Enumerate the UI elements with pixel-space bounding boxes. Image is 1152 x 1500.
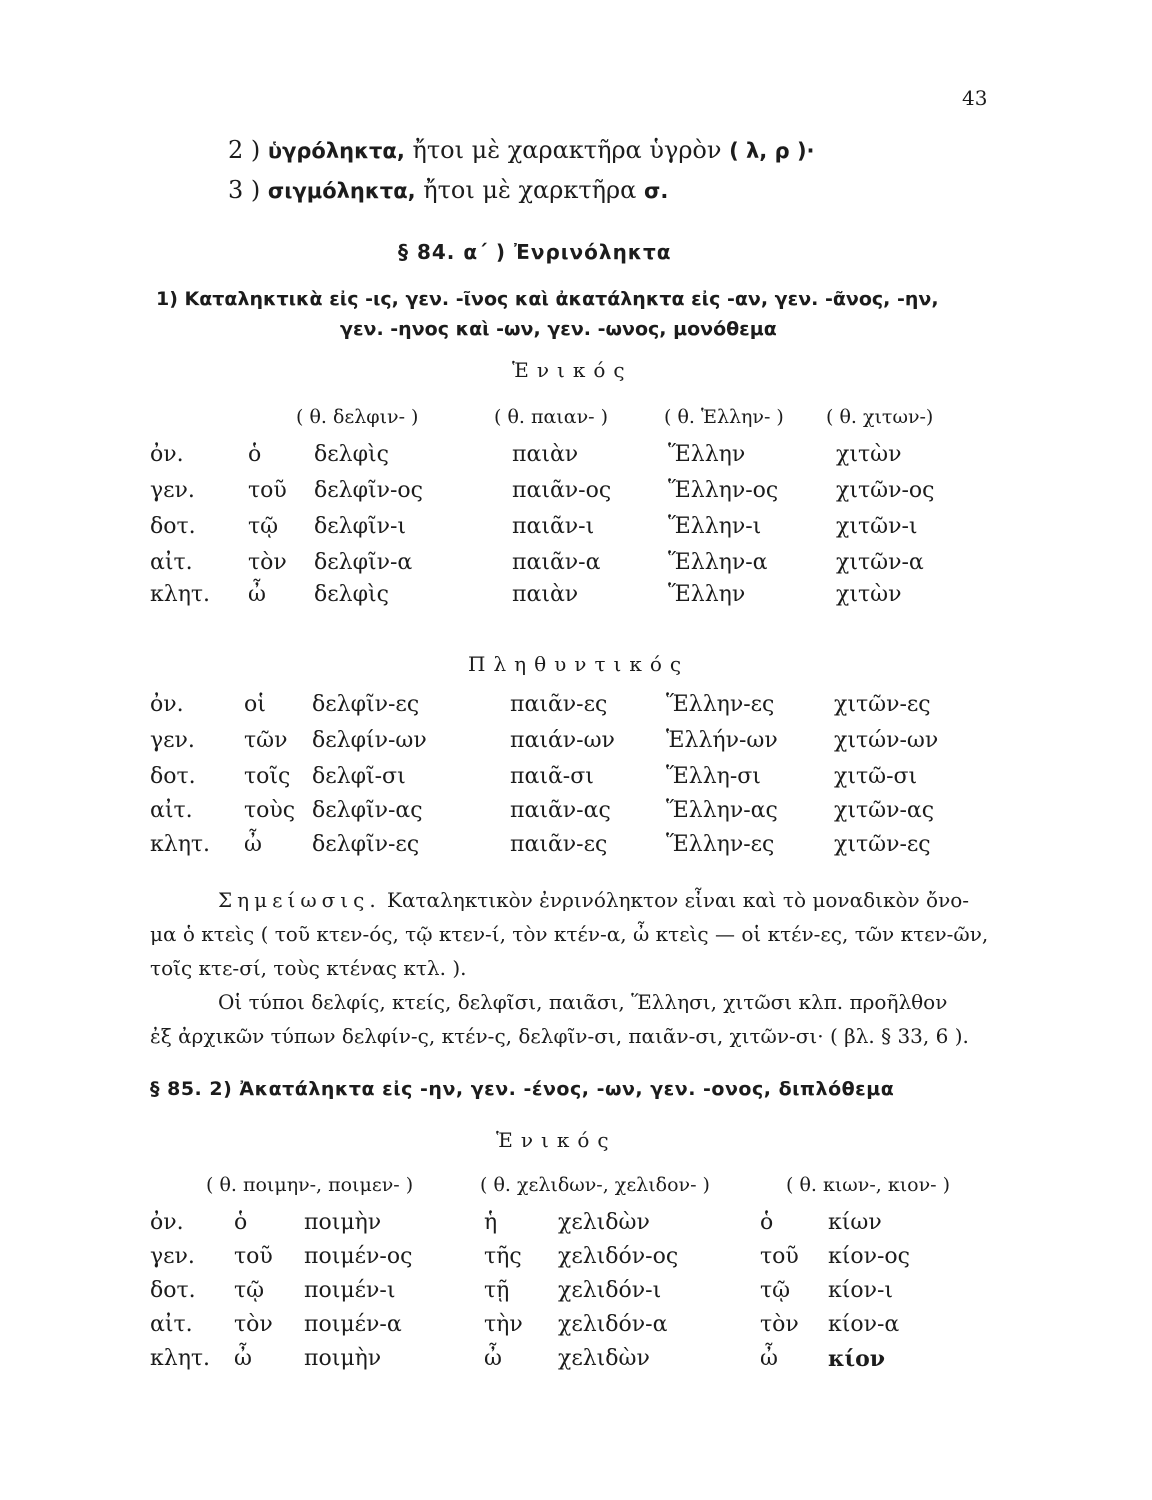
section-84-singular-label: Ἑνικός — [512, 358, 633, 382]
article-2: τὴν — [484, 1312, 523, 1337]
form-chelidon: χελιδὼν — [558, 1346, 650, 1371]
stem-header-3: ( θ. Ἑλλην- ) — [664, 406, 784, 428]
section-84-subheading-2: γεν. -ηνος καὶ -ων, γεν. -ωνος, μονόθεμα — [340, 318, 777, 340]
form-kion: κίον-ι — [828, 1278, 894, 1303]
form-paian: παιὰν — [512, 442, 579, 467]
article-1: ὦ — [234, 1346, 252, 1371]
article-1: τὸν — [234, 1312, 273, 1337]
article: τοὺς — [244, 798, 296, 823]
section-84-heading: § 84. α΄ ) Ἐνρινόληκτα — [398, 240, 672, 264]
article-3: τῷ — [760, 1278, 791, 1303]
case-label: γεν. — [150, 728, 195, 753]
form-poimen: ποιμέν-ι — [304, 1278, 396, 1303]
form-poimen: ποιμέν-α — [304, 1312, 402, 1337]
form-delphis: δελφὶς — [314, 442, 389, 467]
stem-header-4: ( θ. χιτων-) — [826, 406, 934, 428]
form-paian: παιὰν — [512, 582, 579, 607]
table-row — [0, 798, 1152, 830]
case-label: κλητ. — [150, 1346, 211, 1371]
form-chiton: χιτῶν-ι — [836, 514, 918, 539]
intro-line-2-term: ὑγρόληκτα, — [267, 139, 405, 163]
form-poimen: ποιμὴν — [304, 1346, 382, 1371]
article-3: τὸν — [760, 1312, 799, 1337]
form-paian: παιᾶν-α — [512, 550, 601, 575]
form-chiton: χιτῶν-ες — [834, 692, 931, 717]
case-label: κλητ. — [150, 582, 211, 607]
form-paian: παιάν-ων — [510, 728, 615, 753]
article-2: τῇ — [484, 1278, 510, 1303]
table-row — [0, 832, 1152, 864]
intro-line-2-rest: ἤτοι μὲ χαρακτῆρα ὑγρὸν — [412, 136, 722, 164]
form-delphis: δελφὶς — [314, 582, 389, 607]
case-label: αἰτ. — [150, 550, 193, 575]
case-label: αἰτ. — [150, 1312, 193, 1337]
form-paian: παιᾶν-ας — [510, 798, 611, 823]
article-2: ἡ — [484, 1210, 498, 1235]
form-hellen: Ἕλλην — [668, 582, 746, 607]
form-chiton: χιτὼν — [836, 582, 902, 607]
page-number: 43 — [962, 86, 988, 110]
form-chiton: χιτῶν-ος — [836, 478, 935, 503]
form-chiton: χιτῶν-ες — [834, 832, 931, 857]
case-label: ὀν. — [150, 692, 184, 717]
form-hellen: Ἕλλην-ες — [666, 692, 775, 717]
intro-line-3-rest: ἤτοι μὲ χαρκτῆρα — [423, 176, 637, 204]
form-delphis: δελφῖν-ας — [312, 798, 423, 823]
stem-header-1: ( θ. δελφιν- ) — [296, 406, 419, 428]
article: ὁ — [248, 442, 262, 467]
form-hellen: Ἑλλήν-ων — [666, 728, 778, 753]
case-label: αἰτ. — [150, 798, 193, 823]
article-1: τῷ — [234, 1278, 265, 1303]
table-row — [0, 1278, 1152, 1310]
form-chelidon: χελιδὼν — [558, 1210, 650, 1235]
form-chiton: χιτῶ-σι — [834, 764, 918, 789]
form-kion: κίον-ος — [828, 1244, 910, 1269]
note-label: Σημείωσις. — [218, 888, 381, 912]
form-kion: κίον — [828, 1346, 886, 1372]
form-hellen: Ἕλλην-ας — [666, 798, 778, 823]
form-delphis: δελφῖν-α — [314, 550, 413, 575]
intro-line-2-sym: ( λ, ρ )· — [729, 139, 815, 163]
form-hellen: Ἕλλην — [668, 442, 746, 467]
article: οἱ — [244, 692, 266, 717]
intro-line-2 — [228, 136, 815, 164]
form-kion: κίον-α — [828, 1312, 900, 1337]
form-poimen: ποιμέν-ος — [304, 1244, 413, 1269]
table-row — [0, 1244, 1152, 1276]
table-row — [0, 478, 1152, 510]
table-row — [0, 582, 1152, 614]
form-chiton: χιτὼν — [836, 442, 902, 467]
section-85-heading: § 85. 2) Ἀκατάληκτα εἰς -ην, γεν. -ένος, -ων, γεν. -ονος, διπλόθεμα — [150, 1078, 895, 1100]
stem-header-2: ( θ. παιαν- ) — [494, 406, 608, 428]
case-label: δοτ. — [150, 764, 196, 789]
form-paian: παιᾶ-σι — [510, 764, 594, 789]
stem-header-poimen: ( θ. ποιμην-, ποιμεν- ) — [206, 1174, 414, 1196]
table-row — [0, 1210, 1152, 1242]
intro-line-2-num: 2 ) — [228, 136, 261, 164]
note-line-5: ἐξ ἀρχικῶν τύπων δελφίν-ς, κτέν-ς, δελφῖν-σι, παιᾶν-σι, χιτῶν-σι· ( βλ. § 33, 6 ). — [150, 1024, 969, 1048]
form-chiton: χιτῶν-α — [836, 550, 924, 575]
form-delphis: δελφῖν-ι — [314, 514, 407, 539]
form-hellen: Ἕλλην-ες — [666, 832, 775, 857]
form-hellen: Ἕλλη-σι — [666, 764, 761, 789]
form-delphis: δελφῖν-ες — [312, 692, 420, 717]
form-kion: κίων — [828, 1210, 882, 1235]
form-chiton: χιτών-ων — [834, 728, 939, 753]
intro-line-3 — [228, 176, 668, 204]
article: τοῖς — [244, 764, 291, 789]
case-label: δοτ. — [150, 1278, 196, 1303]
form-hellen: Ἕλλην-ι — [668, 514, 762, 539]
article: τῷ — [248, 514, 279, 539]
table-row — [0, 692, 1152, 724]
table-row — [0, 728, 1152, 760]
form-delphis: δελφῖν-ος — [314, 478, 423, 503]
article-1: ὁ — [234, 1210, 248, 1235]
intro-line-3-sym: σ. — [643, 179, 669, 203]
article-1: τοῦ — [234, 1244, 273, 1269]
article: τῶν — [244, 728, 288, 753]
section-85-singular-label: Ἑνικός — [496, 1128, 617, 1152]
form-chelidon: χελιδόν-α — [558, 1312, 668, 1337]
section-84-subheading-1: 1) Καταληκτικὰ εἰς -ις, γεν. -ῖνος καὶ ἀκατάληκτα εἰς -αν, γεν. -ᾶνος, -ην, — [156, 288, 939, 310]
table-row — [0, 764, 1152, 796]
intro-line-3-num: 3 ) — [228, 176, 261, 204]
case-label: κλητ. — [150, 832, 211, 857]
article-2: ὦ — [484, 1346, 502, 1371]
form-paian: παιᾶν-ι — [512, 514, 595, 539]
form-chiton: χιτῶν-ας — [834, 798, 935, 823]
article: τοῦ — [248, 478, 287, 503]
stem-header-kion: ( θ. κιων-, κιον- ) — [786, 1174, 951, 1196]
note-text-1: Καταληκτικὸν ἐνρινόληκτον εἶναι καὶ τὸ μοναδικὸν ὄνο- — [387, 888, 970, 912]
article-3: ὦ — [760, 1346, 778, 1371]
note-line-3: τοῖς κτε-σί, τοὺς κτένας κτλ. ). — [150, 956, 467, 980]
article-3: τοῦ — [760, 1244, 799, 1269]
form-hellen: Ἕλλην-α — [668, 550, 768, 575]
case-label: ὀν. — [150, 442, 184, 467]
form-hellen: Ἕλλην-ος — [668, 478, 779, 503]
form-paian: παιᾶν-ες — [510, 832, 608, 857]
case-label: γεν. — [150, 1244, 195, 1269]
table-row — [0, 442, 1152, 474]
table-row — [0, 514, 1152, 546]
note-line-2: μα ὁ κτεὶς ( τοῦ κτεν-ός, τῷ κτεν-ί, τὸν κτέν-α, ὦ κτεὶς — οἱ κτέν-ες, τῶν κτεν-ῶν, — [150, 922, 989, 946]
article-2: τῆς — [484, 1244, 522, 1269]
article: ὦ — [248, 582, 266, 607]
table-row — [0, 550, 1152, 582]
form-delphis: δελφῖ-σι — [312, 764, 406, 789]
article: τὸν — [248, 550, 287, 575]
case-label: δοτ. — [150, 514, 196, 539]
form-delphis: δελφίν-ων — [312, 728, 427, 753]
article: ὦ — [244, 832, 262, 857]
form-paian: παιᾶν-ες — [510, 692, 608, 717]
form-chelidon: χελιδόν-ος — [558, 1244, 679, 1269]
table-row — [0, 1312, 1152, 1344]
form-paian: παιᾶν-ος — [512, 478, 612, 503]
intro-line-3-term: σιγμόληκτα, — [267, 179, 416, 203]
form-chelidon: χελιδόν-ι — [558, 1278, 662, 1303]
case-label: γεν. — [150, 478, 195, 503]
table-row — [0, 1346, 1152, 1378]
form-poimen: ποιμὴν — [304, 1210, 382, 1235]
note-line-1 — [218, 888, 969, 912]
stem-header-chelidon: ( θ. χελιδων-, χελιδον- ) — [480, 1174, 710, 1196]
article-3: ὁ — [760, 1210, 774, 1235]
form-delphis: δελφῖν-ες — [312, 832, 420, 857]
section-84-plural-label: Πληθυντικός — [468, 652, 690, 676]
note-line-4: Οἱ τύποι δελφίς, κτείς, δελφῖσι, παιᾶσι, Ἕλλησι, χιτῶσι κλπ. προῆλθον — [218, 990, 948, 1014]
case-label: ὀν. — [150, 1210, 184, 1235]
